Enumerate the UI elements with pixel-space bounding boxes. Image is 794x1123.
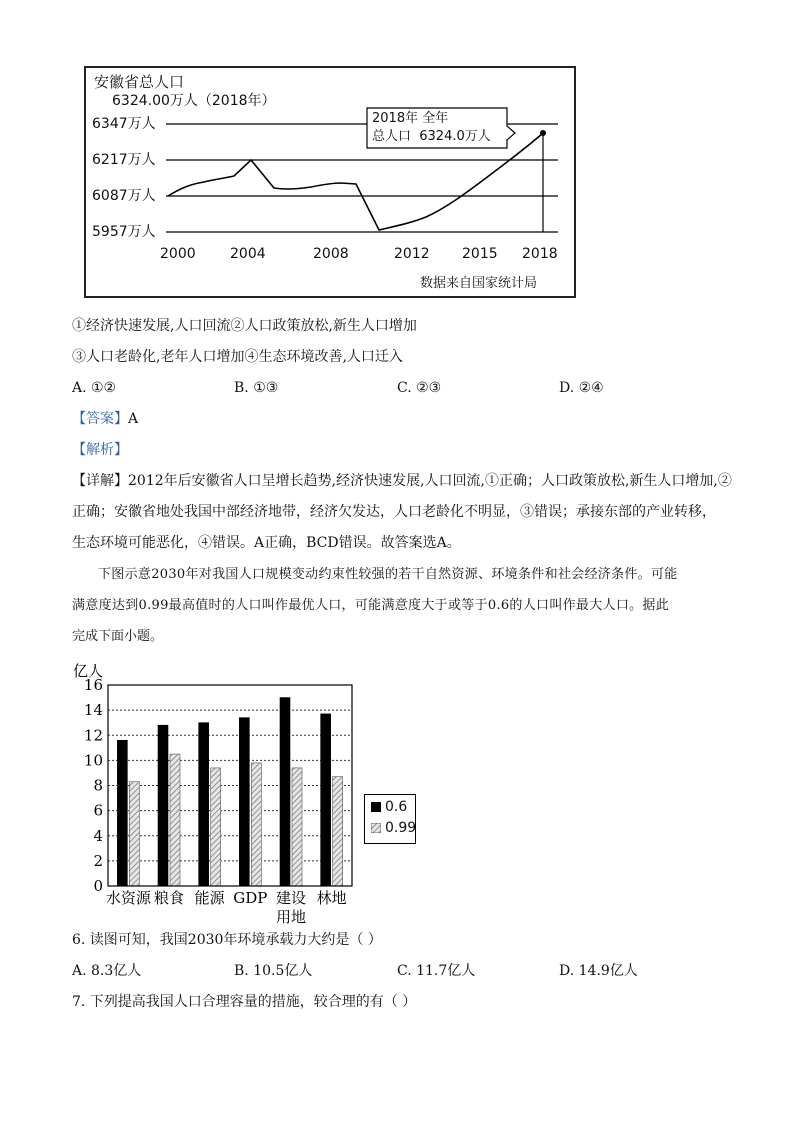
y-tick-label: 6347万人 — [92, 116, 156, 132]
capacity-bar-chart — [70, 658, 430, 928]
x-tick-label: 2012 — [394, 246, 430, 262]
x-tick-label: 建设 — [275, 889, 307, 907]
y-tick-label: 2 — [93, 851, 103, 870]
point-2018 — [540, 130, 546, 136]
q6-choice-c: C. 11.7亿人 — [397, 963, 476, 979]
y-tick-label: 6 — [93, 801, 103, 820]
q7-stem: 7. 下列提高我国人口合理容量的措施，较合理的有（ ） — [72, 994, 417, 1010]
bar-0.99 — [333, 777, 343, 886]
x-tick-label: 粮食 — [153, 889, 185, 907]
detail-line-2: 正确；安徽省地处我国中部经济地带，经济欠发达，人口老龄化不明显，③错误；承接东部的产业转移， — [72, 504, 716, 520]
y-tick-label: 6217万人 — [92, 152, 156, 168]
x-tick-label: 用地 — [275, 908, 307, 926]
intro-line-3: 完成下面小题。 — [72, 629, 164, 644]
x-tick-label: 能源 — [194, 889, 225, 907]
y-tick-label: 0 — [93, 877, 103, 895]
legend-label: 0.6 — [385, 799, 408, 815]
x-tick-label: 2015 — [462, 246, 498, 262]
y-tick-label: 14 — [83, 701, 103, 720]
option-line-1: ①经济快速发展,人口回流②人口政策放松,新生人口增加 — [72, 318, 417, 334]
y-tick-label: 12 — [83, 726, 103, 745]
callout-line2: 总人口 6324.0万人 — [372, 129, 491, 144]
bar-0.99 — [292, 768, 302, 886]
bar-0.6 — [199, 723, 209, 886]
bar-0.6 — [158, 725, 168, 886]
x-tick-label: 水资源 — [105, 889, 151, 907]
y-axis-label: 亿人 — [73, 662, 104, 680]
bar-0.99 — [251, 763, 261, 886]
detail-tag: 【详解】 — [72, 473, 128, 489]
legend-swatch-0.99 — [371, 823, 381, 833]
population-figure — [84, 66, 576, 298]
y-tick-label: 5957万人 — [92, 224, 156, 240]
chart-legend — [364, 794, 416, 844]
x-tick-label: 2004 — [230, 246, 266, 262]
figure-subtitle: 6324.00万人（2018年） — [112, 93, 276, 109]
bar-0.99 — [129, 782, 139, 886]
bar-0.6 — [321, 714, 331, 886]
y-tick-label: 16 — [83, 676, 103, 694]
bar-0.6 — [280, 698, 290, 886]
x-tick-label: 2000 — [160, 246, 196, 262]
intro-line-2: 满意度达到0.99最高值时的人口叫作最优人口，可能满意度大于或等于0.6的人口叫作最大人口。据此 — [72, 598, 670, 613]
y-tick-label: 4 — [93, 826, 103, 845]
choice-a: A. ①② — [72, 380, 117, 396]
q6-choice-d: D. 14.9亿人 — [559, 963, 638, 979]
detail-line-1 — [72, 471, 732, 491]
choice-b: B. ①③ — [234, 380, 279, 396]
answer-row — [72, 409, 138, 429]
answer-tag: 【答案】 — [72, 411, 128, 427]
x-tick-label: GDP — [233, 889, 268, 907]
legend-label: 0.99 — [385, 820, 417, 836]
data-source: 数据来自国家统计局 — [420, 276, 538, 291]
bar-chart-svg — [70, 658, 430, 928]
intro-line-1: 下图示意2030年对我国人口规模变动约束性较强的若干自然资源、环境条件和社会经济条件。可能 — [98, 567, 678, 582]
choice-c: C. ②③ — [397, 380, 442, 396]
bar-0.6 — [239, 718, 249, 886]
legend-swatch-0.6 — [371, 802, 381, 812]
y-tick-label: 10 — [83, 751, 103, 770]
x-tick-label: 2018 — [522, 246, 558, 262]
analysis-tag: 【解析】 — [72, 442, 128, 458]
x-tick-label: 2008 — [313, 246, 349, 262]
y-tick-label: 8 — [93, 776, 103, 795]
bar-0.99 — [170, 754, 180, 886]
bar-0.6 — [117, 740, 127, 886]
answer-value: A — [128, 411, 139, 427]
q6-choice-a: A. 8.3亿人 — [72, 963, 142, 979]
bar-0.99 — [211, 768, 221, 886]
choice-d: D. ②④ — [559, 380, 604, 396]
detail-text-1: 2012年后安徽省人口呈增长趋势,经济快速发展,人口回流,①正确；人口政策放松,新生人口增加,② — [128, 473, 732, 489]
q6-choice-b: B. 10.5亿人 — [234, 963, 313, 979]
option-line-2: ③人口老龄化,老年人口增加④生态环境改善,人口迁入 — [72, 349, 403, 365]
figure-title: 安徽省总人口 — [94, 73, 185, 91]
x-tick-label: 林地 — [316, 889, 347, 907]
detail-line-3: 生态环境可能恶化，④错误。A正确，BCD错误。故答案选A。 — [72, 535, 461, 551]
callout-line1: 2018年 全年 — [372, 111, 449, 126]
q6-stem: 6. 读图可知，我国2030年环境承载力大约是（ ） — [72, 932, 382, 948]
y-tick-label: 6087万人 — [92, 188, 156, 204]
